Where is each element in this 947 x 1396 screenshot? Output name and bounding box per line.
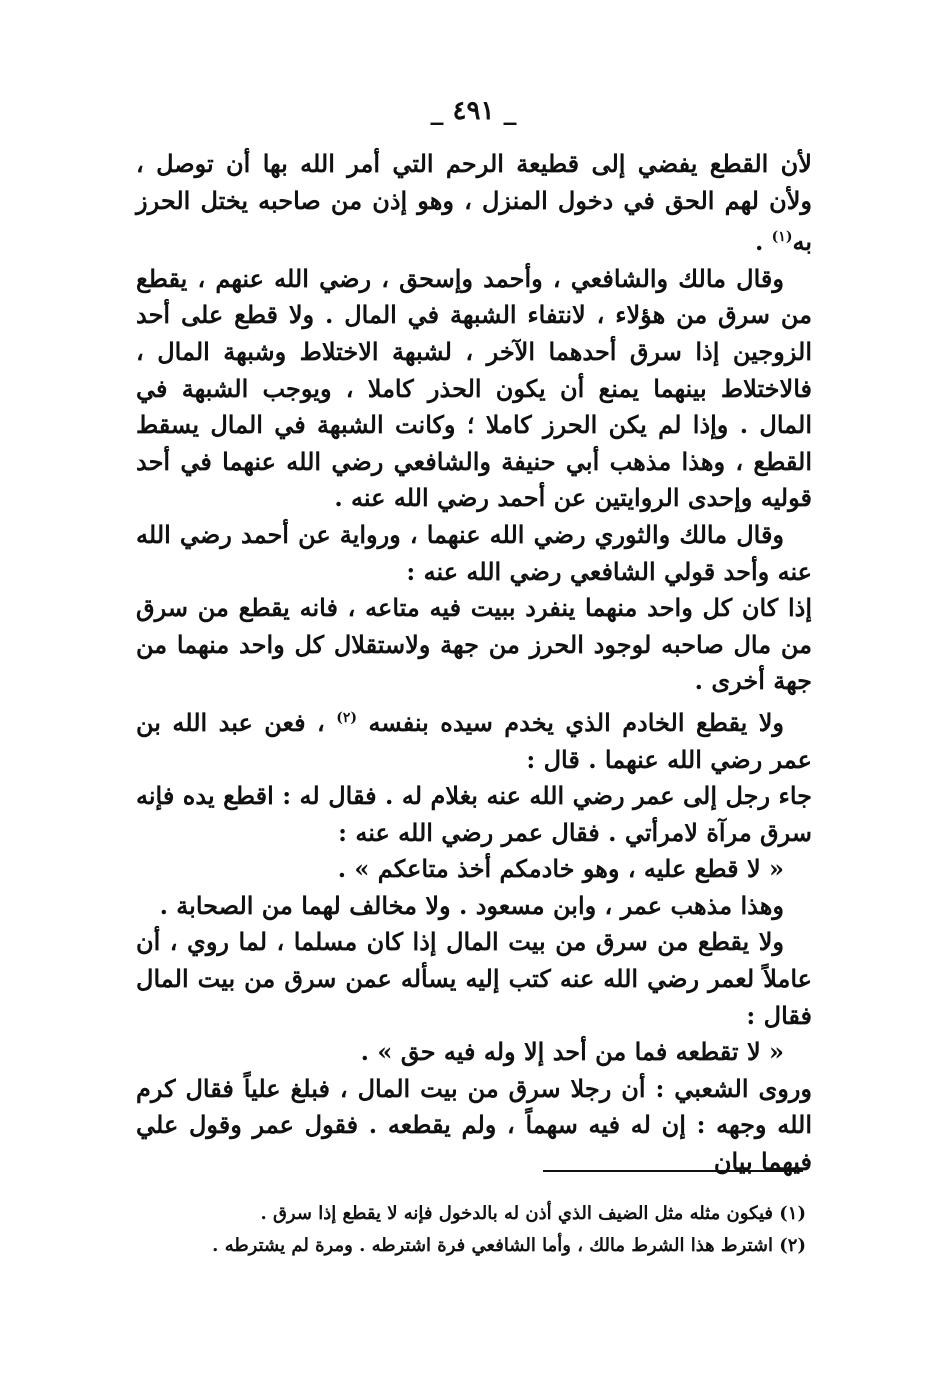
paragraph-4: إذا كان كل واحد منهما ينفرد ببيت فيه متاعه ، فانه يقطع من سرق من مال صاحبه لوجود الحرز من جهة ولاستقلال كل واحد منهما من جهة أخرى . (136, 593, 812, 696)
footnote-ref-1: (١) (771, 229, 793, 246)
footnotes (200, 1198, 806, 1262)
paragraph-11: وروى الشعبي : أن رجلا سرق من بيت المال ، فبلغ علياً فقال كرم الله وجهه : إن له فيه سهماً ، ولم يقطعه . فقول عمر وقول علي فيهما بيان (136, 1073, 812, 1177)
paragraph-1 (136, 146, 812, 261)
page-number: _ ٤٩١ _ (430, 96, 517, 126)
paragraph-6: جاء رجل إلى عمر رضي الله عنه بغلام له . فقال له : اقطع يده فإنه سرق مرآة لامرأتي . فقال عمر رضي الله عنه : (136, 781, 812, 847)
footnote-ref-2: (٢) (336, 709, 358, 726)
paragraph-tail: . (754, 227, 772, 257)
paragraph-tail: ، فعن عبد الله بن عمر رضي الله عنهما . قال : (136, 707, 812, 774)
paragraph-8: وهذا مذهب عمر ، وابن مسعود . ولا مخالف لهما من الصحابة . (159, 890, 784, 920)
paragraph-text: لأن القطع يفضي إلى قطيعة الرحم التي أمر الله بها أن توصل ، ولأن لهم الحق في دخول المنزل ، وهو إذن من صاحبه يختل الحرز به (136, 149, 812, 257)
footnote-separator (543, 1170, 803, 1172)
paragraph-10: « لا تقطعه فما من أحد إلا وله فيه حق » . (360, 1037, 784, 1067)
paragraph-2: وقال مالك والشافعي ، وأحمد وإسحق ، رضي الله عنهم ، يقطع من سرق من هؤلاء ، لانتفاء الشبهة في المال . ولا قطع على أحد الزوجين إذا سرق أحدهما الآخر ، لشبهة الاختلاط وشبهة المال ، فالاختلاط بينهما يمنع أن يكون الحذر كاملا ، ويوجب الشبهة في المال . وإذا لم يكن الحرز كاملا ؛ وكانت الشبهة في المال يسقط القطع ، وهذا مذهب أبي حنيفة والشافعي رضي الله عنهما في أحد قوليه وإحدى الروايتين عن أحمد رضي الله عنه . (136, 263, 813, 513)
main-text (136, 146, 812, 1181)
paragraph-5 (136, 700, 812, 778)
paragraph-3: وقال مالك والثوري رضي الله عنهما ، ورواية عن أحمد رضي الله عنه وأحد قولي الشافعي رضي الله عنه : (136, 519, 812, 586)
footnote-1: (١) فيكون مثله مثل الضيف الذي أذن له بالدخول فإنه لا يقطع إذا سرق . (260, 1203, 806, 1224)
paragraph-7: « لا قطع عليه ، وهو خادمكم أخذ متاعكم » . (337, 854, 784, 884)
paragraph-9: ولا يقطع من سرق من بيت المال إذا كان مسلما ، لما روي ، أن عاملاً لعمر رضي الله عنه كتب إليه يسأله عمن سرق من بيت المال فقال : (136, 927, 812, 1030)
paragraph-text: ولا يقطع الخادم الذي يخدم سيده بنفسه (357, 707, 785, 737)
footnote-2: (٢) اشترط هذا الشرط مالك ، وأما الشافعي فرة اشترطه . ومرة لم يشترطه . (212, 1235, 806, 1256)
